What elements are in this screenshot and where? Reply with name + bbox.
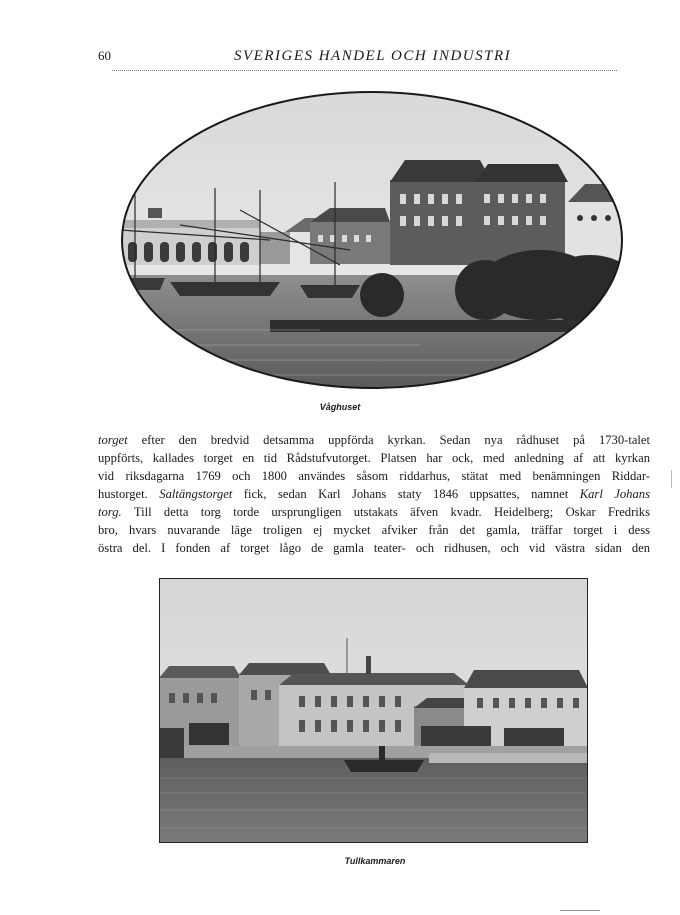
bottom-mark <box>560 910 600 911</box>
body-line-7: östra del. I fonden af torget lågo de gamla teater- och ridhusen, och vid västra sidan den <box>98 541 650 555</box>
body-line-4 <box>98 485 650 503</box>
body-paragraph <box>98 431 650 557</box>
figure1-caption: Våghuset <box>319 402 361 412</box>
body-line-2: uppförts, kallades torget en tid Rådstufvutorget. Platsen har ock, med anledning af att kyrkan <box>98 451 650 465</box>
body-line-5-text: Till detta torg torde ursprungligen utstakats äfven kvadr. Heidelberg; Oskar Fredriks <box>121 505 650 519</box>
body-line-3: vid riksdagarna 1769 och 1800 användes såsom riddarhus, stätat med benämningen Riddar- <box>98 469 650 483</box>
italic-term-saltangstorget: Saltängstorget <box>159 487 233 501</box>
body-line-4-a: hustorget. <box>98 487 160 501</box>
page-number: 60 <box>98 48 111 63</box>
page-header <box>98 48 580 68</box>
body-line-6: bro, hvars nuvarande läge troligen ej mycket afviker från det gamla, träffar torget i dess <box>98 523 650 537</box>
body-line-5 <box>98 503 650 521</box>
italic-term-torget: torget <box>98 433 128 447</box>
running-title: SVERIGES HANDEL OCH INDUSTRI <box>234 48 512 64</box>
body-line-1 <box>98 431 650 449</box>
header-rule <box>112 70 617 72</box>
vaghuset-illustration <box>120 90 625 390</box>
italic-term-torg: torg. <box>98 505 122 519</box>
body-line-4-b: fick, sedan Karl Johans staty 1846 uppsattes, namnet <box>232 487 580 501</box>
italic-term-karl-johans: Karl Johans <box>579 487 650 501</box>
body-line-1-text: efter den bredvid detsamma uppförda kyrkan. Sedan nya rådhuset på 1730-talet <box>127 433 650 447</box>
figure2-caption: Tullkammaren <box>344 856 406 866</box>
margin-mark <box>671 470 672 488</box>
tullkammaren-photograph <box>159 578 588 843</box>
